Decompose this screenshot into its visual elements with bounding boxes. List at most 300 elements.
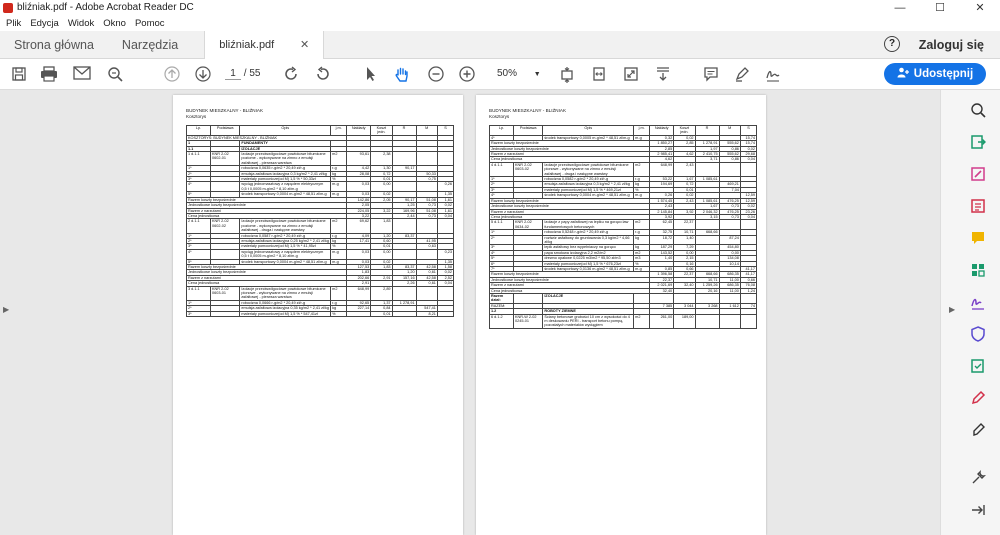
summary-label: Razem z narzutami [490,209,650,214]
table-cell [437,286,453,300]
table-cell: 4* [490,135,514,140]
table-cell: 22,37 [674,272,695,277]
table-cell: 547,41 [416,306,437,311]
highlight-icon[interactable] [733,66,751,84]
table-cell: 686,35 [719,283,740,288]
table-cell [719,314,740,328]
table-cell: 0,04 [740,214,756,219]
table-cell: 1.2 [490,309,514,314]
table-cell: Izolacje przeciwwilgociowe powłokowe bitumiczne poziome - wykonywane na zimno z emulsji asfaltowej - pierwsza warstwa [240,152,331,166]
table-row [187,182,454,192]
table-cell: 7,04 [719,187,740,192]
column-header: R [695,126,719,136]
summary-label: Razem koszty bezpośrednie [490,141,650,146]
column-header: j.m. [634,126,650,136]
table-cell: 0,61 [416,281,437,286]
table-cell: 0,04 [437,213,453,218]
table-cell: emulsja asfaltowa izolacyjna 0,25 kg/m2 * 2,41 zł/kg [241,238,329,243]
table-cell: 15,74 [740,135,756,140]
summary-label: Jednostkowe koszty bezpośrednie [490,204,650,209]
table-cell: 1,20 [392,270,416,275]
table-cell: % [331,311,347,316]
table-cell [695,294,719,304]
table-cell: m-g [634,266,650,271]
table-cell: 90,17 [392,197,416,202]
page-2-heading: BUDYNEK MIESZKALNY - BLIŹNIAK [489,108,567,113]
summary-label: Razem koszty bezpośrednie [187,197,347,202]
table-cell: % [634,261,650,266]
table-cell: 2* [187,238,211,243]
table-header-row [187,126,454,136]
tab-close-icon[interactable]: ✕ [299,39,310,51]
table-cell: 4* [187,249,211,259]
table-cell [695,314,719,328]
table-cell: 17,41 [347,238,371,243]
table-cell: Ściany betonowe grubości 10 cm z wysokości do 4 m deskowaniu PERI - transport betonu pompą, pozostałych materiałów wyciągiem [543,314,634,328]
edit-pdf-icon[interactable] [970,166,986,182]
table-cell: 1,30 [371,166,392,171]
table-cell: materiały pomocnicze(od M) 1,5 % * 50,33zł [240,177,331,182]
table-cell: 3 268 [695,303,719,308]
table-cell: 4* [490,193,514,198]
table-cell: 3 d.1.1 [187,286,211,300]
select-cursor-icon[interactable] [362,66,380,84]
comment-icon[interactable] [702,66,720,84]
table-cell: robocizna 0,5248 r-g/m2 * 20,49 zł/r-g [543,230,634,235]
table-cell: 0,02 [740,204,756,209]
table-cell [740,294,756,304]
scroll-mode-icon[interactable] [654,66,672,84]
email-icon[interactable] [73,66,91,84]
table-cell: 6 d.1.2 [490,314,514,328]
table-cell: 202,66 [347,275,371,280]
table-cell: 1.1 [187,146,211,151]
table-cell [650,294,674,304]
table-cell [211,311,240,316]
table-cell: 0,03 [347,192,371,197]
table-cell [347,311,371,316]
close-button[interactable]: ✕ [975,2,985,14]
table-cell: kg [634,245,650,250]
table-cell: 169,96 [392,208,416,213]
tools-settings-icon[interactable] [970,470,986,486]
table-cell: robocizna 0,0666 r-g/m2 * 20,49 zł/r-g [240,300,331,305]
table-cell: 686,35 [719,272,740,277]
table-row [187,152,454,166]
table-cell: 3* [187,177,211,182]
table-cell: 3,92 [650,214,674,219]
table-cell: 1 085,61 [695,177,719,182]
column-header: j.m. [331,126,347,136]
table-cell [392,249,416,259]
table-cell: 0,02 [674,135,695,140]
table-cell: 2,85 [650,146,674,151]
share-button[interactable] [884,63,986,85]
table-cell: m2 [634,162,650,176]
table-cell: 1,97 [695,146,719,151]
table-cell: IZOLACJE [240,146,331,151]
table-cell: 2,91 [347,281,371,286]
table-cell: 3,22 [371,208,392,213]
table-cell: 0,60 [371,238,392,243]
table-cell: środek transportowy 0,0004 m-g/m2 * 48,51 zł/m-g [543,193,634,198]
table-cell: FUNDAMENTY [240,141,331,146]
export-pdf-icon[interactable] [970,134,986,150]
table-cell [416,182,437,192]
table-cell: 0,00 [371,249,392,259]
search-icon[interactable] [106,66,124,84]
summary-label: Razem koszty bezpośrednie [490,198,650,203]
summary-label: Jednostkowe koszty bezpośrednie [490,277,650,282]
table-cell: 7,29 [674,245,695,250]
table-cell: 0,00 [371,182,392,192]
table-cell: 0,86 [719,157,740,162]
zoom-in-icon[interactable] [458,66,476,84]
fill-sign-icon[interactable] [970,294,986,310]
table-cell: 76,08 [740,283,756,288]
table-cell: 90,17 [392,166,416,171]
menu-view[interactable]: Widok [67,17,95,29]
table-cell: Izolacje przeciwwilgociowe powłokowe bitumiczne pionowe - wykonywane na zimno z emulsji asfaltowej - druga i następne warstwy [543,162,634,176]
table-cell: 1 612 [719,303,740,308]
table-cell [392,182,416,192]
edit-icon[interactable] [970,390,986,406]
table-cell: 0,26 [650,193,674,198]
column-header: Nakłady [347,126,371,136]
expand-icon[interactable] [970,502,986,518]
summary-label: Razem koszty bezpośrednie [187,264,347,269]
maximize-button[interactable]: ☐ [935,2,945,14]
login-link[interactable]: Zaloguj się [918,38,984,52]
table-cell [740,162,756,176]
zoom-icon[interactable] [970,102,986,118]
table-cell: m2 [331,219,347,233]
table-cell [392,311,416,316]
table-cell: 93,61 [347,152,371,166]
column-header: S [437,126,453,136]
summary-label: Jednostkowe koszty bezpośrednie [187,203,347,208]
tab-home[interactable]: Strona główna [14,37,94,52]
toolbar [0,59,1000,90]
table-cell: 648,99 [347,286,371,300]
table-cell: 4 d.1.1 [490,162,514,176]
table-cell: 41,95 [416,238,437,243]
column-header: Nakłady [650,126,674,136]
table-cell [416,219,437,233]
table-cell [740,314,756,328]
send-for-review-icon[interactable] [970,358,986,374]
table-cell: 0,73 [416,203,437,208]
table-cell: 50,33 [416,171,437,176]
menu-edit[interactable]: Edycja [30,17,59,29]
table-row [187,249,454,259]
table-cell: kg [331,306,347,311]
table-cell: 1,25 [392,203,416,208]
table-cell: 555,62 [719,152,740,157]
page-total: / 55 [243,68,261,79]
table-cell: KNR 2-02 0603-02 [514,162,543,176]
table-cell: 92,65 [347,300,371,305]
table-cell: 1 850,27 [650,141,674,146]
table-row [490,162,757,176]
column-header: Podstawa [514,126,543,136]
right-panel-toggle-icon[interactable]: ▶ [949,305,956,314]
page-1-subheading: Kosztorys [186,114,207,119]
table-cell: 4,42 [347,166,371,171]
table-cell: 5* [187,192,211,197]
table-row [490,220,757,230]
chevron-down-icon: ▼ [533,71,541,78]
table-cell: 2,43 [650,204,674,209]
table-cell [437,311,453,316]
page-up-icon[interactable] [163,66,181,84]
table-cell: 12,59 [740,198,756,203]
table-cell: RAZEM: [490,303,514,308]
tab-document[interactable] [204,31,324,59]
table-cell: 0,86 [719,146,740,151]
table-cell: 74 [740,303,756,308]
table-row [187,286,454,300]
column-header: S [740,126,756,136]
table-cell: 0,02 [371,192,392,197]
table-cell: 0,73 [719,204,740,209]
table-row [187,311,454,316]
table-cell: 1 085,61 [695,198,719,203]
table-cell: 29,68 [740,152,756,157]
table-cell: 2 145,84 [650,209,674,214]
table-cell: 2,89 [371,286,392,300]
table-cell: ROBOTY ZIEMNE [543,309,634,314]
table-cell: 62,45 [650,220,674,230]
menu-help[interactable]: Pomoc [134,17,165,29]
table-cell: r-g [331,166,347,171]
table-cell: m2 [634,250,650,255]
page-number-input[interactable]: 1 [225,68,241,80]
table-cell: 0,01 [674,187,695,192]
table-cell: 0,85 [650,266,674,271]
table-cell: 7 385 [650,303,674,308]
table-cell: % [634,187,650,192]
rotate-cw-icon[interactable] [282,66,300,84]
fit-page-icon[interactable] [558,66,576,84]
table-cell: 4,09 [347,233,371,238]
table-cell [695,235,719,245]
table-cell: emulsja asfaltowa izolacyjna 0,35 kg/m2 * 2,41 zł/kg [241,306,329,311]
table-cell: 157,16 [392,275,416,280]
table-cell: 648,99 [650,162,674,176]
tabs-bar [0,31,1000,59]
table-cell: % [331,177,347,182]
page-1-heading: BUDYNEK MIESZKALNY - BLIŹNIAK [186,108,264,113]
table-cell: 0,03 [347,249,371,259]
table-cell: 187,29 [650,245,674,250]
summary-label: Jednostkowe koszty bezpośrednie [490,146,650,151]
table-cell: KNR 2-02 0602-01 [211,152,240,166]
table-cell: 2,43 [674,162,695,176]
table-cell: m-g [634,193,650,198]
fit-width-icon[interactable] [590,66,608,84]
menu-window[interactable]: Okno [103,17,126,29]
zoom-value: 50% [497,68,518,79]
table-cell: kg [331,238,347,243]
table-cell: 134,08 [719,256,740,261]
zoom-select[interactable] [497,68,541,79]
table-cell: 1,37 [371,300,392,305]
table-cell: 0,75 [416,177,437,182]
summary-label: Cena jednostkowa [490,157,650,162]
table-cell: 53,22 [650,177,674,182]
table-cell: 1* [187,233,211,238]
table-cell: 11,00 [719,277,740,282]
table-cell: lepik asfaltowy bez wypełniaczy na gorąco [543,245,634,250]
document-viewer[interactable] [0,90,940,535]
table-cell: r-g [331,300,347,305]
menu-file[interactable]: Plik [6,17,22,29]
table-cell: emulsja asfaltowa izolacyjna 0,3 kg/m2 * 2,41 zł/kg [543,182,634,187]
table-cell: 1* [490,230,514,235]
page-down-icon[interactable] [194,66,212,84]
table-cell: 20,16 [695,288,719,293]
table-cell: 143,52 [650,250,674,255]
table-cell: 10,71 [674,230,695,235]
help-icon[interactable]: ? [884,36,900,52]
table-cell: emulsja asfaltowa izolacyjna 0,3 kg/m2 * 2,41 zł/kg [240,171,331,176]
print-icon[interactable] [40,66,58,84]
left-panel-toggle-icon[interactable]: ▶ [3,305,10,314]
pdf-page-1 [173,95,463,535]
table-cell: 0,00 [719,250,740,255]
table-cell: 5* [187,259,211,264]
acrobat-app-icon [3,3,13,13]
more-tools-icon[interactable] [970,422,986,438]
table-cell: 3* [187,311,211,316]
table-cell: 1,20 [371,233,392,238]
table-cell: m-g [331,192,347,197]
table-cell: 2,26 [392,281,416,286]
table-cell: 3 044 [674,303,695,308]
table-cell: 0,16 [674,261,695,266]
page-navigation [225,68,260,80]
protect-icon[interactable] [970,326,986,342]
table-header-row [490,126,757,136]
fullscreen-icon[interactable] [622,66,640,84]
table-cell: 23,26 [740,209,756,214]
table-cell [514,235,543,245]
table-cell: 6* [490,261,514,266]
hand-tool-icon[interactable] [393,66,411,84]
table-cell: 3* [490,245,514,250]
table-cell: 261,00 [650,314,674,328]
table-cell: 2,38 [371,152,392,166]
save-icon[interactable] [10,66,28,84]
table-cell: 194,69 [650,182,674,187]
cost-table-page-2 [489,125,757,329]
table-cell [416,152,437,166]
table-cell: 224,05 [347,208,371,213]
table-cell: wyciąg jednomasztowy z napędem elektrycznym 0,5 t 0,0005 m-g/m2 * 8,10 zł/m-g [240,182,331,192]
organize-pages-icon[interactable] [970,262,986,278]
table-cell [695,220,719,230]
table-cell: 0,02 [371,259,392,264]
table-cell: 3* [187,244,211,249]
table-cell: 1 574,45 [650,198,674,203]
table-cell: 1,83 [347,270,371,275]
table-cell: % [331,244,347,249]
table-cell: 1 278,91 [392,300,416,305]
table-cell: 3* [490,187,514,192]
table-cell [719,294,740,304]
table-cell: 42,58 [416,275,437,280]
table-cell [392,286,416,300]
table-cell: 18,72 [650,235,674,245]
rotate-ccw-icon[interactable] [314,66,332,84]
zoom-out-icon[interactable] [427,66,445,84]
table-cell: 83,37 [392,264,416,269]
table-cell: 1,58 [437,264,453,269]
table-cell: Izolacje przeciwwilgociowe powłokowe bitumiczne poziome - wykonywane na zimno z emulsji asfaltowej - druga i następne warstwy [240,219,331,233]
table-cell: robocizna 0,0635 r-g/m2 * 20,49 zł/r-g [240,166,331,171]
table-cell: 142,86 [347,197,371,202]
table-cell: Izolacje przeciwwilgociowe powłokowe bitumiczne pionowe - wykonywane na zimno z emulsji asfaltowej - pierwsza warstwa [240,286,331,300]
table-cell: 22,37 [650,277,674,282]
table-cell: 0,26 [437,182,453,192]
table-cell: środek transportowy 0,0005 m-g/m2 * 48,51 zł/m-g [543,135,634,140]
table-cell: 2 410,75 [695,152,719,157]
table-cell: wyciąg jednomasztowy z napędem elektrycznym 0,5 t 0,0005 m-g/m2 * 8,10 zł/m-g [240,249,331,259]
table-cell: robocizna 0,0582 r-g/m2 * 20,49 zł/r-g [543,177,634,182]
table-cell: 2 d.1.1 [187,219,211,233]
table-cell: 22,37 [674,220,695,230]
menu-bar [0,15,1000,31]
table-cell: środek transportowy 0,0004 m-g/m2 * 48,51 zł/m-g [240,192,331,197]
table-cell: 0,72 [371,171,392,176]
create-pdf-icon[interactable] [970,198,986,214]
table-cell: 1 396,58 [650,272,674,277]
table-cell: kg [331,171,347,176]
table-cell: 2,91 [371,275,392,280]
summary-label: Cena jednostkowa [187,281,347,286]
sign-icon[interactable] [764,66,782,84]
column-header: M [719,126,740,136]
table-cell: 555,62 [719,141,740,146]
table-cell: 0,00 [674,250,695,255]
table-cell: 12,59 [740,193,756,198]
table-cell: papa smołowa izolacyjna 2,2 m2/m2 [543,250,634,255]
tab-tools[interactable]: Narzędzia [121,37,179,52]
table-cell: 0,73 [719,214,740,219]
table-cell: 0,84 [371,306,392,311]
table-cell: 32,40 [650,288,674,293]
table-cell [211,249,240,259]
table-cell: 4,62 [650,157,674,162]
table-cell: 1,24 [740,288,756,293]
table-cell: 3,15 [695,214,719,219]
table-cell: 87,24 [719,235,740,245]
table-cell: 0,72 [674,182,695,187]
comment-icon[interactable] [970,230,986,246]
table-cell [416,286,437,300]
column-header: Lp. [490,126,514,136]
table-cell: 0,01 [371,177,392,182]
table-cell: Izolacje z papy asfaltowej na lepiku na gorąco ław fundamentowych betonowych [543,220,634,230]
minimize-button[interactable]: — [894,1,906,14]
add-user-icon [897,67,909,81]
table-cell: 668,66 [695,272,719,277]
table-cell: 0,32 [650,135,674,140]
table-cell: 42,58 [416,264,437,269]
table-cell: środek transportowy 0,0136 m-g/m2 * 48,51 zł/m-g [543,266,634,271]
table-cell: 2 021,69 [650,283,674,288]
